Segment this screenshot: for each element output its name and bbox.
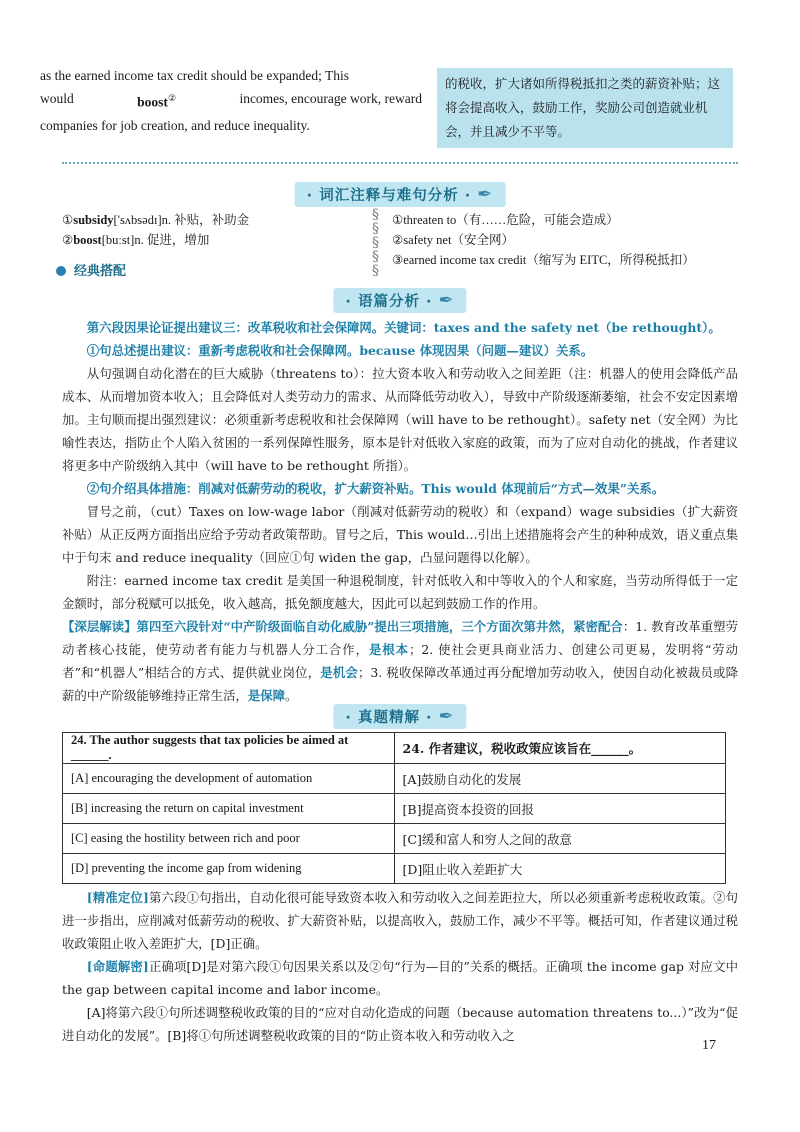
precise-location-label: [精准定位] (86, 890, 149, 905)
vocab-section-title (295, 182, 506, 207)
deep-text: ：1. 教育改革重塑劳动者核心技能，使劳动者有能力与机器人分工合作， (62, 619, 738, 657)
analysis-body (62, 316, 738, 707)
option-en: [A] encouraging the development of automation (63, 764, 395, 794)
phrase-item: ②safety net（安全网） (392, 233, 514, 247)
page-number: 17 (702, 1038, 716, 1053)
distractor-analysis: [A]将第六段①句所述调整税收政策的目的“应对自动化造成的问题（because automation threatens to...）”改为“促进自动化的发展”。[B]将①句所述调整税收政策的目的“防止资本收入和劳动收入之 (62, 1005, 738, 1043)
vocab-section-title-text: · 词汇注释与难句分析 · (306, 188, 472, 204)
option-row (63, 794, 726, 824)
passage-keyword (137, 87, 176, 114)
phrase-heading (56, 260, 126, 279)
option-row (63, 824, 726, 854)
footnote-marker: ② (167, 93, 177, 103)
phrase-heading-text: 经典搭配 (74, 264, 127, 279)
deep-text: ；2. 使社会更具商业活力、创建公司更易，发明将“劳动者”和“机器人”相结合的方式、提供就业岗位， (62, 642, 739, 680)
boost-word: boost (137, 94, 168, 110)
analysis-summary: 第六段因果论证提出建议三：改革税收和社会保障网。关键词：taxes and the safety net（be rethought）。 (86, 320, 721, 335)
question-table (62, 732, 726, 884)
quill-icon: ✒ (438, 706, 455, 727)
passage-line (40, 87, 422, 114)
analysis-section-title (333, 288, 466, 313)
question-decode (62, 955, 738, 1001)
vocab-num: ① (62, 213, 74, 227)
sentence1-analysis: 从句强调自动化潜在的巨大威胁（threatens to）：拉大资本收入和劳动收入之间差距（注：机器人的使用会降低产品成本、从而增加资本收入；且会降低对人类劳动力的需求、从而降低劳动收入），导致中产阶级逐渐萎缩，社会不安定因素增加。主句顺而提出强烈建议：必须重新考虑税收和社会保障网（will have to be rethought）。safety net（安全网）为比喻性表达，指防止个人陷入贫困的一系列保障性服务，原本是针对低收入家庭的政策，而为了应对自动化的挑战，作者建议将更多中产阶级纳入其中（will have to be rethought 所指）。 (62, 366, 738, 473)
deep-key: 是保障 (247, 688, 286, 703)
sentence2-analysis: 冒号之前，（cut）Taxes on low-wage labor（削减对低薪劳动的税收）和（expand）wage subsidies（扩大薪资补贴）从正反两方面指出应给予劳动者政策帮助。冒号之后，This would…引出上述措施将会产生的种种成效，语义重点集中于句末 and reduce inequality（回应①句 widen the gap，凸显问题得以化解）。 (62, 504, 738, 565)
passage-english (40, 64, 422, 137)
quill-icon: ✒ (438, 290, 455, 311)
deep-key: 是根本 (368, 642, 409, 657)
option-en: [D] preventing the income gap from widening (63, 854, 395, 884)
option-zh: [B]提高资本投资的回报 (394, 794, 726, 824)
vocab-list (62, 210, 249, 250)
option-zh: [A]鼓励自动化的发展 (394, 764, 726, 794)
passage-word: would (40, 91, 74, 106)
answer-section-title-text: · 真题精解 · (345, 710, 433, 726)
vocab-item (62, 230, 249, 250)
vocab-def: [buːst]n. 促进，增加 (101, 233, 210, 247)
question-decode-label: [命题解密] (86, 959, 149, 974)
question-decode-text: 正确项[D]是对第六段①句因果关系以及②句“行为—目的”关系的概括。正确项 the income gap 对应文中 the gap between capital income and labor income。 (62, 959, 738, 997)
option-row (63, 764, 726, 794)
question-stem-row (63, 733, 726, 764)
option-zh: [D]阻止收入差距扩大 (394, 854, 726, 884)
bullet-icon (56, 266, 66, 276)
question-stem-zh: 24. 作者建议，税收政策应该旨在______。 (394, 733, 726, 764)
option-row (63, 854, 726, 884)
explanation-body (62, 886, 738, 1047)
passage-word: incomes, encourage work, reward (239, 91, 422, 106)
question-stem-en: 24. The author suggests that tax policies be aimed at ______. (63, 733, 395, 764)
option-zh: [C]缓和富人和穷人之间的敌意 (394, 824, 726, 854)
passage-line: as the earned income tax credit should be expanded; This (40, 68, 350, 83)
analysis-note: 附注：earned income tax credit 是美国一种退税制度，针对低收入和中等收入的个人和家庭，当劳动所得低于一定金额时，部分税赋可以抵免，收入越高，抵免额度越大，因此可以起到鼓励工作的作用。 (62, 573, 738, 611)
phrase-list (392, 210, 695, 270)
option-en: [C] easing the hostility between rich and poor (63, 824, 395, 854)
deep-highlight: 第四至六段针对“中产阶级面临自动化威胁”提出三项措施，三个方面次第井然，紧密配合 (136, 619, 623, 634)
section-divider (62, 162, 738, 164)
precise-location (62, 886, 738, 955)
precise-location-text: 第六段①句指出，自动化很可能导致资本收入和劳动收入之间差距拉大，所以必须重新考虑税收政策。②句进一步指出，应削减对低薪劳动的税收、扩大薪资补贴，以提高收入，鼓励工作，减少不平等。概括可知，作者建议通过税收政策阻止收入差距扩大，[D]正确。 (62, 890, 738, 951)
quill-icon: ✒ (477, 184, 494, 205)
analysis-section-title-text: · 语篇分析 · (345, 294, 433, 310)
deep-interpretation (62, 615, 738, 707)
sentence2-heading: ②句介绍具体措施：削减对低薪劳动的税收，扩大薪资补贴。This would 体现前后“方式—效果”关系。 (86, 481, 665, 496)
phrase-item: ①threaten to（有……危险，可能会造成） (392, 213, 619, 227)
spiral-divider: § § § § § (372, 207, 379, 279)
vocab-item (62, 210, 249, 230)
passage-line: companies for job creation, and reduce inequality. (40, 117, 310, 133)
deep-text: 。 (285, 688, 298, 703)
vocab-word: subsidy (73, 213, 114, 227)
passage-translation: 的税收，扩大诸如所得税抵扣之类的薪资补贴；这将会提高收入，鼓励工作，奖励公司创造就业机会，并且减少不平等。 (437, 68, 733, 148)
option-en: [B] increasing the return on capital investment (63, 794, 395, 824)
deep-label: 【深层解读】 (62, 619, 137, 634)
phrase-item: ③earned income tax credit（缩写为 EITC，所得税抵扣） (392, 253, 695, 267)
sentence1-heading: ①句总述提出建议：重新考虑税收和社会保障网。because 体现因果（问题—建议）关系。 (86, 343, 594, 358)
vocab-word: boost (73, 233, 102, 247)
answer-section-title (333, 704, 466, 729)
vocab-def: ['sʌbsədɪ]n. 补贴，补助金 (113, 213, 250, 227)
deep-key: 是机会 (320, 665, 358, 680)
deep-text: ；3. 税收保障改革通过再分配增加劳动收入，使因自动化被裁员或降薪的中产阶级能够维持正常生活， (62, 665, 739, 703)
vocab-num: ② (62, 233, 74, 247)
